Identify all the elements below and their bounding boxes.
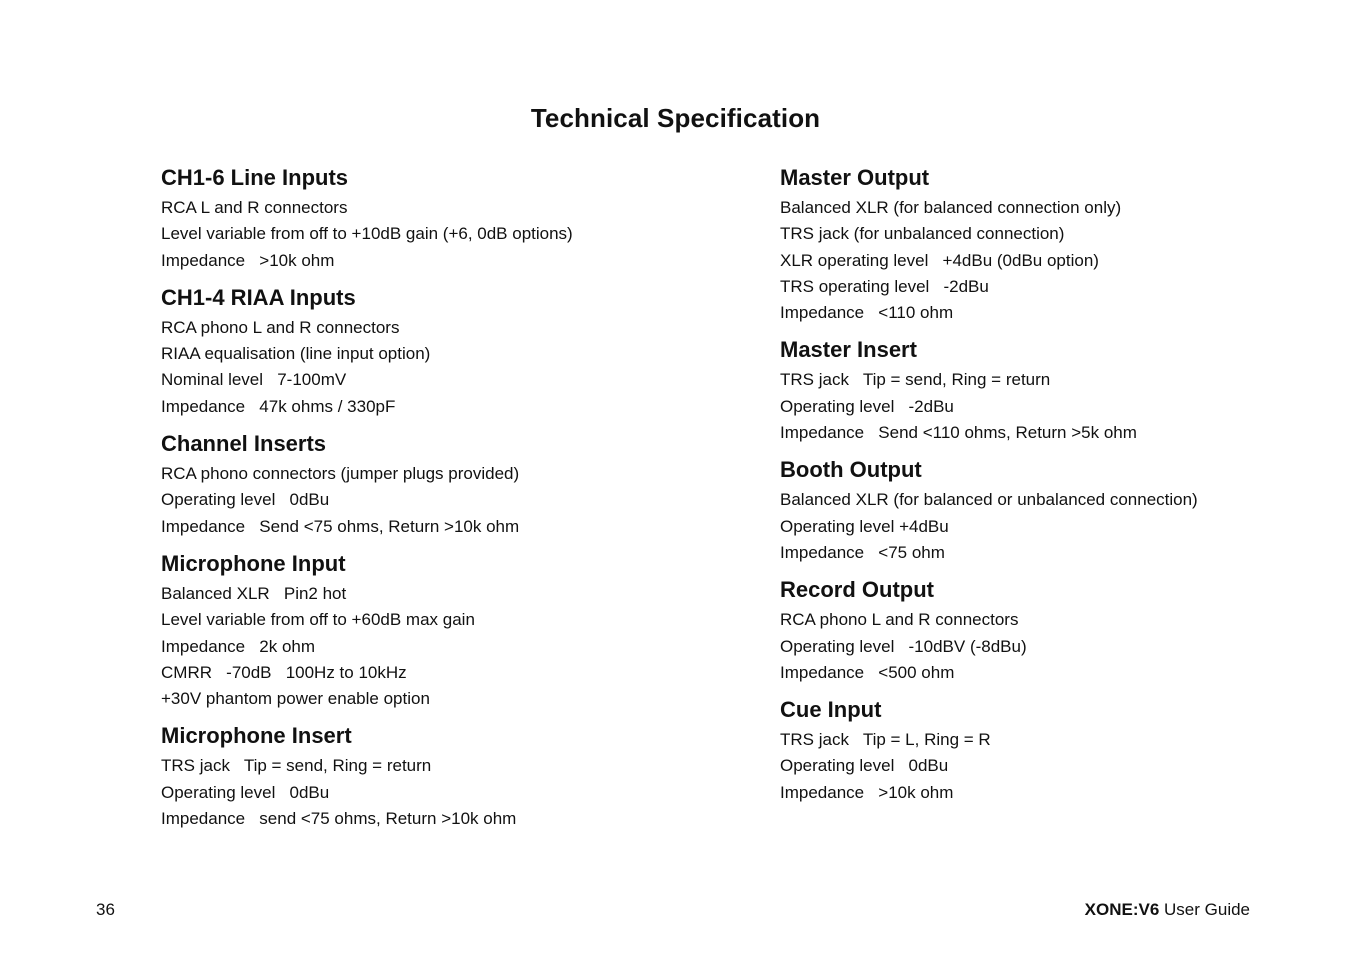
spec-section-channel-inserts — [161, 430, 741, 540]
spec-section-microphone-insert — [161, 722, 741, 832]
section-title: Microphone Insert — [161, 723, 352, 749]
section-title: CH1-6 Line Inputs — [161, 165, 349, 190]
spec-line: Operating level +4dBu — [780, 516, 949, 536]
spec-line: Impedance Send <75 ohms, Return >10k ohm — [161, 516, 520, 536]
spec-line: Impedance 2k ohm — [161, 636, 316, 656]
spec-line: Impedance <110 ohm — [780, 303, 954, 323]
spec-line: TRS jack Tip = send, Ring = return — [780, 370, 1051, 390]
footer-guide-title — [1085, 899, 1250, 921]
spec-line: Balanced XLR (for balanced or unbalanced connection) — [780, 490, 1198, 510]
page-title: Technical Specification — [530, 103, 821, 133]
spec-line: Nominal level 7-100mV — [161, 370, 347, 390]
page-number: 36 — [96, 900, 115, 919]
section-title: CH1-4 RIAA Inputs — [161, 284, 356, 310]
spec-section-master-insert — [780, 336, 1320, 446]
spec-section-microphone-input — [161, 550, 741, 712]
section-title: Microphone Input — [161, 550, 346, 576]
spec-line: Impedance <500 ohm — [780, 662, 955, 682]
spec-line: TRS operating level -2dBu — [780, 276, 989, 296]
right-spec-column — [780, 164, 1320, 816]
spec-line: RCA phono connectors (jumper plugs provided) — [161, 464, 520, 484]
section-title: Booth Output — [780, 457, 922, 483]
spec-section-ch1-4-riaa-inputs — [161, 284, 741, 420]
spec-line: Level variable from off to +60dB max gain — [161, 610, 475, 630]
spec-line: Impedance Send <110 ohms, Return >5k ohm — [780, 423, 1137, 443]
spec-section-cue-input — [780, 696, 1320, 806]
spec-line: TRS jack Tip = L, Ring = R — [780, 730, 991, 750]
spec-section-ch1-6-line-inputs — [161, 164, 741, 274]
spec-section-booth-output — [780, 456, 1320, 566]
spec-line: TRS jack (for unbalanced connection) — [780, 224, 1065, 244]
spec-line: Level variable from off to +10dB gain (+6, 0dB options) — [161, 224, 573, 244]
spec-line: Operating level -2dBu — [780, 396, 954, 416]
spec-line: RCA L and R connectors — [161, 198, 348, 217]
spec-line: XLR operating level +4dBu (0dBu option) — [780, 250, 1099, 270]
spec-line: RIAA equalisation (line input option) — [161, 344, 431, 364]
section-title: Master Output — [780, 165, 930, 190]
spec-line: Impedance send <75 ohms, Return >10k ohm — [161, 809, 517, 829]
spec-line: Impedance >10k ohm — [780, 782, 954, 802]
spec-line: Operating level 0dBu — [161, 490, 330, 510]
left-spec-column — [161, 164, 741, 842]
spec-line: +30V phantom power enable option — [161, 689, 430, 709]
spec-line: RCA phono L and R connectors — [780, 610, 1019, 630]
section-title: Cue Input — [780, 697, 882, 723]
spec-line: Operating level 0dBu — [780, 756, 949, 776]
spec-line: Operating level -10dBV (-8dBu) — [780, 636, 1027, 656]
spec-line: Balanced XLR Pin2 hot — [161, 583, 347, 603]
spec-line: Balanced XLR (for balanced connection only) — [780, 198, 1122, 217]
spec-line: TRS jack Tip = send, Ring = return — [161, 756, 432, 776]
guide-label: User Guide — [1159, 900, 1250, 919]
spec-section-master-output — [780, 164, 1320, 326]
product-name: XONE:V6 — [1084, 900, 1160, 919]
section-title: Channel Inserts — [161, 431, 327, 457]
spec-line: Impedance 47k ohms / 330pF — [161, 396, 396, 416]
spec-section-record-output — [780, 576, 1320, 686]
spec-line: RCA phono L and R connectors — [161, 317, 400, 337]
spec-line: Impedance >10k ohm — [161, 250, 335, 270]
spec-line: Impedance <75 ohm — [780, 542, 945, 562]
spec-line: Operating level 0dBu — [161, 782, 330, 802]
section-title: Master Insert — [780, 337, 917, 363]
section-title: Record Output — [780, 577, 934, 603]
spec-line: CMRR -70dB 100Hz to 10kHz — [161, 662, 407, 682]
